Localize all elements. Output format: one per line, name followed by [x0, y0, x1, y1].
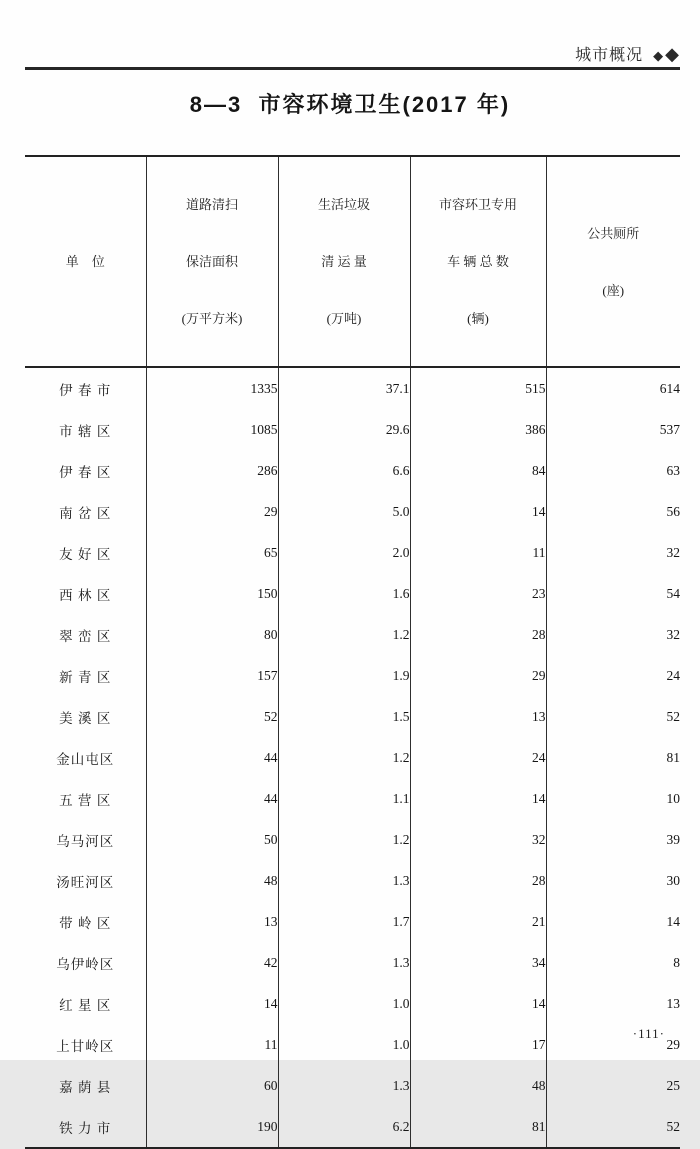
unit-cell: 翠 峦 区 [59, 628, 112, 644]
value-cell: 65 [146, 532, 278, 573]
statistics-table [25, 155, 680, 1149]
value-cell: 13 [546, 983, 680, 1024]
table-row [25, 655, 680, 696]
value-cell: 63 [546, 450, 680, 491]
value-cell: 29.6 [278, 409, 410, 450]
value-cell: 11 [410, 532, 546, 573]
unit-cell: 美 溪 区 [59, 710, 112, 726]
unit-cell: 带 岭 区 [59, 915, 112, 931]
value-cell: 80 [146, 614, 278, 655]
table-row [25, 1106, 680, 1148]
unit-cell: 伊 春 区 [59, 464, 112, 480]
value-cell: 52 [146, 696, 278, 737]
value-cell: 1.2 [278, 737, 410, 778]
header-rule [25, 67, 680, 70]
value-cell: 30 [546, 860, 680, 901]
table-row [25, 573, 680, 614]
unit-cell: 红 星 区 [59, 997, 112, 1013]
unit-cell: 五 营 区 [59, 792, 112, 808]
value-cell: 190 [146, 1106, 278, 1148]
table-row [25, 942, 680, 983]
unit-cell: 市 辖 区 [59, 423, 112, 439]
value-cell: 28 [410, 614, 546, 655]
unit-cell: 友 好 区 [59, 546, 112, 562]
column-header-toilets: 公共厕所 (座) [546, 156, 680, 367]
value-cell: 25 [546, 1065, 680, 1106]
value-cell: 32 [546, 614, 680, 655]
value-cell: 150 [146, 573, 278, 614]
value-cell: 54 [546, 573, 680, 614]
value-cell: 1335 [146, 367, 278, 409]
table-row [25, 367, 680, 409]
table-row [25, 737, 680, 778]
table-row [25, 696, 680, 737]
unit-cell: 嘉 荫 县 [59, 1079, 112, 1095]
table-row [25, 819, 680, 860]
value-cell: 81 [410, 1106, 546, 1148]
unit-cell: 铁 力 市 [59, 1120, 112, 1136]
value-cell: 1.7 [278, 901, 410, 942]
unit-cell: 南 岔 区 [59, 505, 112, 521]
value-cell: 1.3 [278, 860, 410, 901]
value-cell: 24 [546, 655, 680, 696]
value-cell: 32 [546, 532, 680, 573]
unit-cell: 新 青 区 [59, 669, 112, 685]
column-header-vehicles: 市容环卫专用 车 辆 总 数 (辆) [410, 156, 546, 367]
table-row [25, 450, 680, 491]
value-cell: 286 [146, 450, 278, 491]
value-cell: 50 [146, 819, 278, 860]
value-cell: 24 [410, 737, 546, 778]
column-header-road-area: 道路清扫 保洁面积 (万平方米) [146, 156, 278, 367]
value-cell: 23 [410, 573, 546, 614]
value-cell: 81 [546, 737, 680, 778]
value-cell: 60 [146, 1065, 278, 1106]
table-row [25, 491, 680, 532]
value-cell: 5.0 [278, 491, 410, 532]
value-cell: 17 [410, 1024, 546, 1065]
column-header-garbage: 生活垃圾 清 运 量 (万吨) [278, 156, 410, 367]
value-cell: 537 [546, 409, 680, 450]
value-cell: 52 [546, 1106, 680, 1148]
value-cell: 1.3 [278, 942, 410, 983]
value-cell: 14 [146, 983, 278, 1024]
value-cell: 1.1 [278, 778, 410, 819]
page-number: ·111· [632, 1026, 665, 1041]
value-cell: 614 [546, 367, 680, 409]
value-cell: 6.2 [278, 1106, 410, 1148]
value-cell: 1.5 [278, 696, 410, 737]
value-cell: 13 [146, 901, 278, 942]
value-cell: 52 [546, 696, 680, 737]
value-cell: 56 [546, 491, 680, 532]
value-cell: 37.1 [278, 367, 410, 409]
table-row [25, 532, 680, 573]
value-cell: 11 [146, 1024, 278, 1065]
value-cell: 39 [546, 819, 680, 860]
value-cell: 14 [410, 983, 546, 1024]
value-cell: 21 [410, 901, 546, 942]
section-label: 城市概况 [575, 47, 644, 64]
diamond-large-icon: ◆ [665, 44, 680, 64]
value-cell: 44 [146, 778, 278, 819]
value-cell: 48 [146, 860, 278, 901]
unit-cell: 伊 春 市 [59, 382, 112, 398]
running-head [25, 42, 680, 65]
value-cell: 28 [410, 860, 546, 901]
table-header [25, 156, 680, 367]
value-cell: 42 [146, 942, 278, 983]
value-cell: 29 [410, 655, 546, 696]
table-row [25, 983, 680, 1024]
table-row [25, 860, 680, 901]
value-cell: 13 [410, 696, 546, 737]
table-row [25, 901, 680, 942]
page-title: 8—3 市容环境卫生(2017 年) [189, 92, 511, 117]
value-cell: 29 [546, 1024, 680, 1065]
table-row [25, 409, 680, 450]
value-cell: 29 [146, 491, 278, 532]
value-cell: 1.2 [278, 819, 410, 860]
value-cell: 386 [410, 409, 546, 450]
table-row [25, 1065, 680, 1106]
value-cell: 48 [410, 1065, 546, 1106]
unit-cell: 乌伊岭区 [56, 956, 115, 972]
value-cell: 157 [146, 655, 278, 696]
value-cell: 14 [410, 491, 546, 532]
value-cell: 14 [546, 901, 680, 942]
value-cell: 1085 [146, 409, 278, 450]
value-cell: 1.0 [278, 1024, 410, 1065]
value-cell: 6.6 [278, 450, 410, 491]
value-cell: 14 [410, 778, 546, 819]
value-cell: 84 [410, 450, 546, 491]
value-cell: 32 [410, 819, 546, 860]
column-header-unit: 单 位 [25, 156, 146, 367]
value-cell: 1.3 [278, 1065, 410, 1106]
table-row [25, 778, 680, 819]
value-cell: 1.2 [278, 614, 410, 655]
value-cell: 2.0 [278, 532, 410, 573]
diamond-small-icon: ◆ [653, 48, 665, 63]
statistics-table-wrap [25, 155, 680, 1149]
unit-cell: 汤旺河区 [56, 874, 115, 890]
value-cell: 8 [546, 942, 680, 983]
value-cell: 44 [146, 737, 278, 778]
value-cell: 1.0 [278, 983, 410, 1024]
unit-cell: 上甘岭区 [56, 1038, 115, 1054]
unit-cell: 乌马河区 [56, 833, 115, 849]
value-cell: 10 [546, 778, 680, 819]
value-cell: 515 [410, 367, 546, 409]
table-row [25, 614, 680, 655]
unit-cell: 西 林 区 [59, 587, 112, 603]
unit-cell: 金山屯区 [56, 751, 115, 767]
value-cell: 1.9 [278, 655, 410, 696]
value-cell: 1.6 [278, 573, 410, 614]
value-cell: 34 [410, 942, 546, 983]
